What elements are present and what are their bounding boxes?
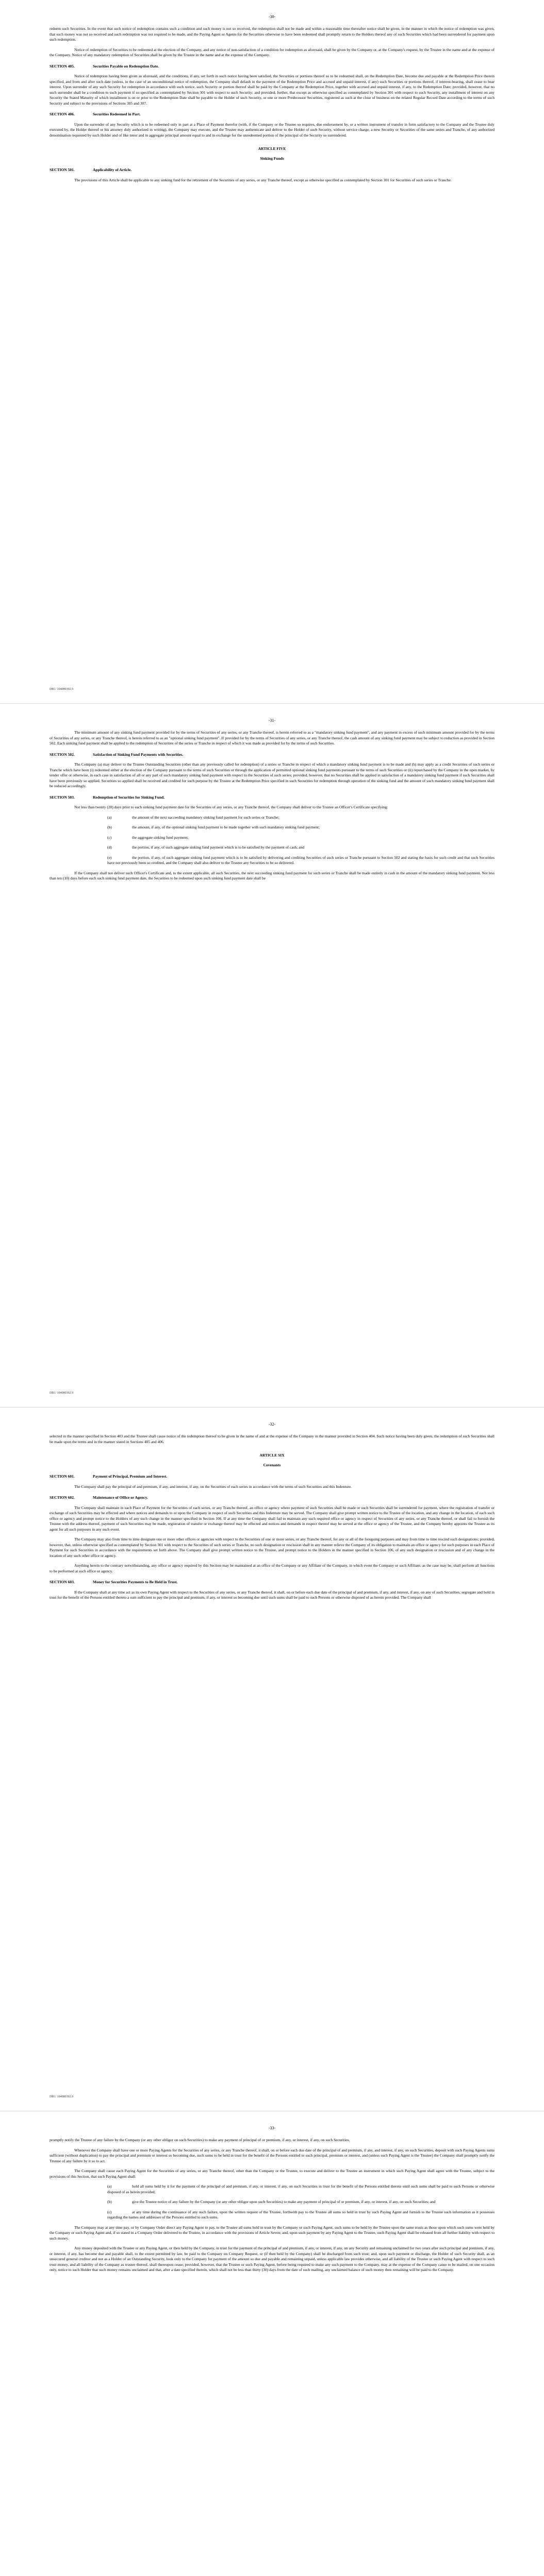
section-title: Securities Payable on Redemption Date.	[93, 63, 159, 69]
list-item	[50, 845, 494, 851]
section-heading	[50, 64, 494, 70]
list-item-text: the portion, if any, of such aggregate sinking fund payment which is to be satisfied by the payment of cash; and	[132, 845, 305, 850]
section-number: SECTION 601.	[50, 1474, 75, 1479]
page-31	[0, 704, 544, 1407]
section-heading	[50, 1580, 494, 1585]
list-item-label: (a)	[107, 815, 112, 820]
page-footer: DB1/ 104080392.9	[50, 688, 74, 691]
list-item-text: give the Trustee notice of any failure by the Company (or any other obligor upon such Securities) to make any payment of principal of or premium, if any, or interest, if any, on such Securities; and	[132, 2199, 436, 2204]
section-title: Applicability of Article.	[93, 167, 132, 172]
paragraph: Whenever the Company shall have one or more Paying Agents for the Securities of any series, or any Tranche thereof, it shall, on or before each due date of the principal of and premium, if any, and interest, if any, on such Securities, deposit with such Paying Agents sums sufficient (without duplication) to pay the principal and premium or interest so becoming due, such sums to be held in trust for the benefit of the Persons entitled to such principal, premium or interest, and (unless such Paying Agent is the Trustee) the Company shall promptly notify the Trustee of any failure by it so to act.	[50, 2147, 494, 2163]
paragraph: The Company (a) may deliver to the Trustee Outstanding Securities (other than any previously called for redemption) of a series or Tranche in respect of which a mandatory sinking fund payment is to be made and (b) may apply as a credit Securities of such series or Tranche which have been (i) redeemed either at the election of the Company pursuant to the terms of such Securities or through the application of permitted optional sinking fund payments pursuant to the terms of such Securities or (ii) repurchased by the Company in the open market, by tender offer or otherwise, in each case in satisfaction of all or any part of such mandatory sinking fund payment with respect to the Securities of such series; provided, however, that no Securities shall be applied in satisfaction of a mandatory sinking fund payment if such Securities shall have been previously so applied. Securities so applied shall be received and credited for such purpose by the Trustee at the Redemption Price specified in such Securities for redemption through operation of the sinking fund and the amount of such mandatory sinking fund payment shall be reduced accordingly.	[50, 762, 494, 788]
page-number: -30-	[268, 14, 276, 19]
section-heading	[50, 752, 494, 758]
page-body	[50, 2138, 494, 2273]
page-number: -33-	[268, 2126, 276, 2130]
section-heading	[50, 1495, 494, 1501]
list-item-label: (c)	[107, 835, 112, 840]
list-item	[50, 815, 494, 821]
paragraph: Upon the surrender of any Security which is to be redeemed only in part at a Place of Payment therefor (with, if the Company or the Trustee so requires, due endorsement by, or a written instrument of transfer in form satisfactory to the Company and the Trustee duly executed by, the Holder thereof or his attorney duly authorized in writing), the Company may execute, and the Trustee may authenticate and deliver to the Holder of such Security, without service charge, a new Security or Securities of the same series and Tranche, of any authorized denomination requested by such Holder and of like tenor and in aggregate principal amount equal to and in exchange for the unredeemed portion of the principal of the Security so surrendered.	[50, 122, 494, 138]
list-item-label: (b)	[107, 2199, 112, 2204]
page-33	[0, 2111, 544, 2576]
section-title: Securities Redeemed in Part.	[93, 112, 141, 116]
list-item	[50, 2210, 494, 2221]
section-title: Satisfaction of Sinking Fund Payments with Securities.	[93, 752, 184, 757]
section-number: SECTION 502.	[50, 752, 75, 757]
paragraph: Notice of redemption having been given as aforesaid, and the conditions, if any, set forth in such notice having been satisfied, the Securities or portions thereof so to be redeemed shall, on the Redemption Date, become due and payable at the Redemption Price therein specified, and from and after such date (unless, in the case of an unconditional notice of redemption, the Company shall default in the payment of the Redemption Price and accrued and unpaid interest, if any) such Securities or portions thereof, if interest-bearing, shall cease to bear interest. Upon surrender of any such Security for redemption in accordance with such notice, such Security or portion thereof shall be paid by the Company at the Redemption Price, together with accrued and unpaid interest, if any, to the Redemption Date; provided, however, that no such surrender shall be a condition to such payment if so specified as contemplated by Section 301 with respect to such Security; and provided, further, that except as otherwise specified as contemplated by Section 301 with respect to such Security, any installment of interest on any Security the Stated Maturity of which installment is on or prior to the Redemption Date shall be payable to the Holder of such Security, or one or more Predecessor Securities, registered as such at the close of business on the related Regular Record Date according to the terms of such Security and subject to the provisions of Sections 305 and 307.	[50, 74, 494, 106]
list-item-label: (e)	[107, 855, 112, 860]
section-number: SECTION 405.	[50, 63, 75, 69]
list-item	[50, 855, 494, 866]
section-title: Maintenance of Office or Agency.	[93, 1495, 148, 1500]
paragraph: The Company shall cause each Paying Agent for the Securities of any series, or any Tranche thereof, other than the Company or the Trustee, to execute and deliver to the Trustee an instrument in which such Paying Agent shall agree with the Trustee, subject to the provisions of this Section, that such Paying Agent shall:	[50, 2168, 494, 2179]
page-number: -31-	[268, 718, 276, 723]
paragraph: promptly notify the Trustee of any failure by the Company (or any other obligor on such Securities) to make any payment of principal of or premium, if any, or interest, if any, on such Securities.	[50, 2138, 350, 2142]
paragraph: If the Company shall not deliver such Officer's Certificate and, to the extent applicable, all such Securities, the next succeeding sinking fund payment for such series or Tranche shall be made entirely in cash in the amount of the mandatory sinking fund payment. Not less than ten (10) days before each such sinking fund payment date, the Securities to be redeemed upon such sinking fund payment date shall be	[50, 870, 494, 880]
section-number: SECTION 603.	[50, 1580, 75, 1584]
section-number: SECTION 406.	[50, 112, 75, 116]
section-number: SECTION 602.	[50, 1495, 75, 1500]
section-number: SECTION 503.	[50, 794, 75, 800]
article-title: Sinking Funds	[260, 156, 284, 161]
article-title: Covenants	[263, 1462, 281, 1467]
list-item	[50, 825, 494, 831]
section-heading	[50, 1474, 494, 1480]
paragraph: The provisions of this Article shall be applicable to any sinking fund for the retirement of the Securities of any series, or any Tranche thereof, except as otherwise specified as contemplated by Section 301 for Securities of such series or Tranche.	[74, 177, 452, 182]
section-heading	[50, 795, 494, 801]
list-item-label: (b)	[107, 825, 112, 829]
article-heading: ARTICLE FIVE	[258, 146, 286, 151]
page-number: -32-	[268, 1422, 276, 1427]
section-title: Money for Securities Payments to Be Held in Trust.	[93, 1580, 178, 1584]
paragraph: If the Company shall at any time act as its own Paying Agent with respect to the Securities of any series, or any Tranche thereof, it shall, on or before each due date of the principal of and premium, if any, and interest, if any, on any of such Securities, segregate and hold in trust for the benefit of the Persons entitled thereto a sum sufficient to pay the principal and premium, if any, or interest so becoming due until such sums shall be paid to such Persons or otherwise disposed of as herein provided. The Company shall	[50, 1589, 494, 1600]
list-item-text: at any time during the continuance of any such failure, upon the written request of the Trustee, forthwith pay to the Trustee all sums so held in trust by such Paying Agent and furnish to the Trustee such information as it possesses regarding the names and addresses of the Persons entitled to such sums.	[107, 2209, 494, 2219]
paragraph: Notice of redemption of Securities to be redeemed at the election of the Company, and any notice of non-satisfaction of a condition for redemption as aforesaid, shall be given by the Company or, at the Company's request, by the Trustee in the name and at the expense of the Company. Notice of any mandatory redemption of Securities shall be given by the Trustee in the name and at the expense of the Company.	[50, 47, 494, 57]
paragraph: Not less than twenty (20) days prior to each sinking fund payment date for the Securities of any series, or any Tranche thereof, the Company shall deliver to the Trustee an Officer's Certificate specifying:	[74, 805, 388, 809]
article-heading: ARTICLE SIX	[259, 1453, 285, 1458]
section-number: SECTION 501.	[50, 167, 75, 172]
list-item	[50, 2199, 494, 2205]
list-item-label: (a)	[107, 2184, 112, 2189]
list-item	[50, 835, 494, 841]
paragraph: The Company shall pay the principal of and premium, if any, and interest, if any, on the Securities of each series in accordance with the terms of such Securities and this Indenture.	[74, 1484, 352, 1489]
list-item	[50, 2184, 494, 2195]
page-footer: DB1/ 104080392.9	[50, 2095, 74, 2098]
list-item-text: the amount, if any, of the optional sinking fund payment to be made together with such mandatory sinking fund payment;	[132, 825, 320, 829]
paragraph: redeem such Securities. In the event that such notice of redemption contains such a condition and such money is not so received, the redemption shall not be made and within a reasonable time thereafter notice shall be given, in the manner in which the notice of redemption was given, that such money was not so received and such redemption was not required to be made, and the Paying Agent or Agents for the Securities otherwise to have been redeemed shall promptly return to the Holders thereof any of such Securities which had been surrendered for payment upon such redemption.	[50, 26, 494, 42]
paragraph: The Company shall maintain in each Place of Payment for the Securities of each series, or any Tranche thereof, an office or agency where payment of such Securities shall be made or such Securities shall be surrendered for payment, where the registration of transfer or exchange of such Securities may be effected and where notices and demands to or upon the Company in respect of such Securities and this Indenture may be served. The Company shall give prompt written notice to the Trustee of the location, and any change in the location, of each such office or agency and prompt notice to the Holders of any such change in the manner specified in Section 106. If at any time the Company shall fail to maintain any such required office or agency in respect of Securities of any series, or any Tranche thereof, or shall fail to furnish the Trustee with the address thereof, payment of such Securities may be made, registration of transfer or exchange thereof may be effected and notices and demands in respect thereof may be served at the office or agency of the Trustee, and the Company hereby appoints the Trustee as its agent for all such purposes in any such event.	[50, 1505, 494, 1532]
page-body	[50, 1434, 494, 1601]
paragraph: Anything herein to the contrary notwithstanding, any office or agency required by this Section may be maintained at an office of the Company or any Affiliate of the Company, in which event the Company or such Affiliate, as the case may be, shall perform all functions to be performed at such office or agency.	[50, 1563, 494, 1573]
page-30	[0, 0, 544, 703]
page-footer: DB1/ 104080392.9	[50, 1392, 74, 1395]
list-item-text: hold all sums held by it for the payment of the principal of and premium, if any, or interest, if any, on such Securities in trust for the benefit of the Persons entitled thereto until such sums shall be paid to such Persons or otherwise disposed of as herein provided;	[107, 2184, 494, 2194]
list-item-label: (d)	[107, 845, 112, 850]
section-heading	[50, 167, 494, 173]
page-body	[50, 730, 494, 882]
list-item-label: (c)	[107, 2209, 112, 2214]
section-title: Redemption of Securities for Sinking Fund.	[93, 794, 165, 800]
section-title: Payment of Principal, Premium and Interest.	[93, 1474, 168, 1479]
paragraph: The Company may at any time pay, or by Company Order direct any Paying Agent to pay, to the Trustee all sums held in trust by the Company or such Paying Agent, such sums to be held by the Trustee upon the same trusts as those upon which such sums were held by the Company or such Paying Agent and, if so stated in a Company Order delivered to the Trustee, in accordance with the provisions of Article Seven; and, upon such payment by any Paying Agent to the Trustee, such Paying Agent shall be released from all further liability with respect to such money.	[50, 2225, 494, 2241]
list-item-text: the portion, if any, of such aggregate sinking fund payment which is to be satisfied by delivering and crediting Securities of such series or Tranche pursuant to Section 502 and stating the basis for such credit and that such Securities have not previously been so credited, and the Company shall also deliver to the Trustee any Securities to be so delivered.	[107, 855, 494, 865]
section-heading	[50, 112, 494, 117]
list-item-text: the aggregate sinking fund payment;	[132, 835, 189, 840]
page-32	[0, 1408, 544, 2111]
page-body	[50, 26, 494, 183]
paragraph: selected in the manner specified in Section 403 and the Trustee shall cause notice of the redemption thereof to be given in the name of and at the expense of the Company in the manner provided in Section 404. Such notice having been duly given, the redemption of such Securities shall be made upon the terms and in the manner stated in Sections 405 and 406.	[50, 1434, 494, 1444]
paragraph: Any money deposited with the Trustee or any Paying Agent, or then held by the Company, in trust for the payment of the principal of and premium, if any, or interest, if any, on any Security and remaining unclaimed for two years after such principal and premium, if any, or interest, if any, has become due and payable shall, to the extent permitted by law, be paid to the Company on Company Request, or (if then held by the Company) shall be discharged from such trust; and, upon such payment or discharge, the Holder of such Security shall, as an unsecured general creditor and not as a Holder of an Outstanding Security, look only to the Company for payment of the amount so due and payable and remaining unpaid, unless applicable law provides otherwise, and all liability of the Trustee or such Paying Agent with respect to such trust money, and all liability of the Company as trustee thereof, shall thereupon cease; provided, however, that the Trustee or such Paying Agent, before being required to make any such payment to the Company, may at the expense of the Company cause to be mailed, on one occasion only, notice to such Holder that such money remains unclaimed and that, after a date specified therein, which shall not be less than thirty (30) days from the date of such mailing, any unclaimed balance of such money then remaining will be paid to the Company.	[50, 2246, 494, 2272]
paragraph: The minimum amount of any sinking fund payment provided for by the terms of Securities of any series, or any Tranche thereof, is herein referred to as a "mandatory sinking fund payment", and any payment in excess of such minimum amount provided for by the terms of Securities of any series, or any Tranche thereof, is herein referred to as an "optional sinking fund payment". If provided for by the terms of Securities of any series, or any Tranche thereof, the cash amount of any sinking fund payment may be subject to reduction as provided in Section 502. Each sinking fund payment shall be applied to the redemption of Securities of the series or Tranche in respect of which it was made as provided for by the terms of such Securities.	[50, 730, 494, 745]
list-item-text: the amount of the next succeeding mandatory sinking fund payment for such series or Tranche;	[132, 815, 279, 820]
paragraph: The Company may also from time to time designate one or more other offices or agencies with respect to the Securities of one or more series, or any Tranche thereof, for any or all of the foregoing purposes and may from time to time rescind such designations; provided, however, that, unless otherwise specified as contemplated by Section 301 with respect to the Securities of such series or Tranche, no such designation or rescission shall in any manner relieve the Company of its obligation to maintain an office or agency for such purposes in each Place of Payment for such Securities in accordance with the requirements set forth above. The Company shall give prompt written notice to the Trustee, and prompt notice to the Holders in the manner specified in Section 106, of any such designation or rescission and of any change in the location of any such other office or agency.	[50, 1537, 494, 1558]
